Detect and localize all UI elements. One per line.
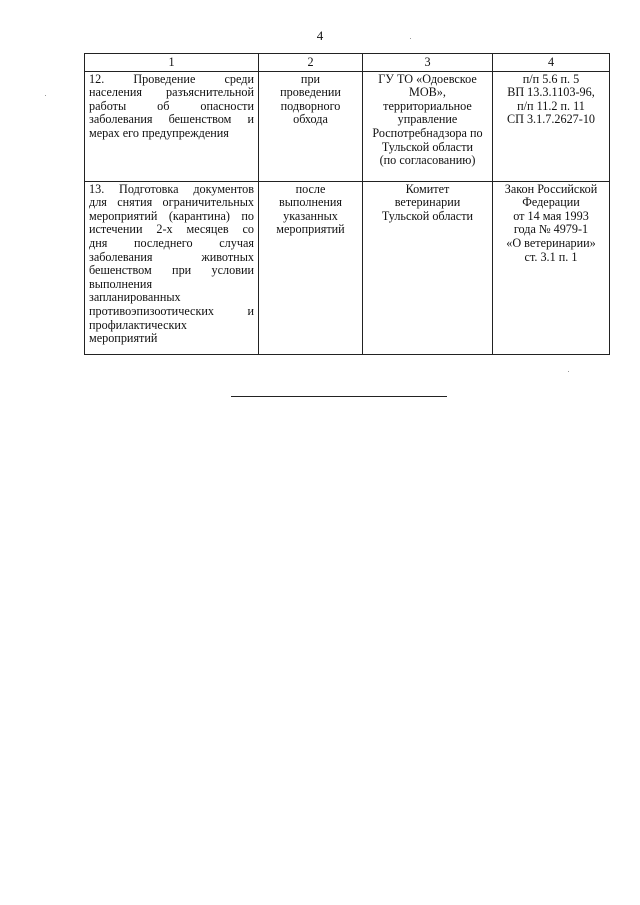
column-header-2: 2 [259,54,363,72]
cell-text-line: проведении [280,85,341,100]
scan-speck [568,371,569,372]
cell-text-line: мероприятий [89,331,158,346]
measure-timing [259,181,363,354]
measures-table [84,53,610,355]
cell-text-line: 13. Подготовка документов [89,181,254,196]
measure-description [85,181,259,354]
cell-text-line: профилактических [89,317,188,332]
measure-legal-basis [493,71,610,181]
measure-timing [259,71,363,181]
cell-text-line: территориальное [383,98,472,113]
cell-text-line: запланированных [89,290,181,305]
column-header-1: 1 [85,54,259,72]
cell-text-line: п/п 5.6 п. 5 [522,71,580,86]
cell-text-line: после [295,181,326,196]
cell-text-line: п/п 11.2 п. 11 [517,98,585,113]
cell-text-line: обхода [293,112,328,127]
page-number: 4 [316,28,324,43]
cell-text-line: Роспотребнадзора по [372,125,483,140]
cell-text-line: выполнения [278,195,343,210]
cell-text-line: Комитет [405,181,450,196]
cell-text-line: мерах его предупреждения [89,125,229,140]
cell-text-line: работы об опасности [89,98,254,113]
cell-text-line: Закон Российской [504,181,598,196]
cell-text-line: СП 3.1.7.2627-10 [506,112,596,127]
cell-text-line: бешенством при условии [89,263,254,278]
cell-text-line: года № 4979-1 [513,222,589,237]
cell-text-line: от 14 мая 1993 [513,208,589,223]
cell-text-line: Тульской области [381,139,474,154]
cell-text-line: населения разъяснительной [89,85,254,100]
scan-speck [45,95,46,96]
cell-text-line: указанных [283,208,338,223]
measure-responsible [363,71,493,181]
cell-text-line: мероприятий (карантина) по [89,208,254,223]
cell-text-line: МОВ», [409,85,446,100]
cell-text-line: 12. Проведение среди [89,71,254,86]
cell-text-line: для снятия ограничительных [89,195,254,210]
cell-text-line: противоэпизоотических и [89,303,254,318]
cell-text-line: мероприятий [276,222,345,237]
cell-text-line: управление [397,112,458,127]
cell-text-line: ВП 13.3.1103-96, [507,85,595,100]
cell-text-line: подворного [280,98,341,113]
cell-text-line: ст. 3.1 п. 1 [524,249,578,264]
column-header-3: 3 [363,54,493,72]
closing-rule-line [231,396,447,397]
cell-text-line: Федерации [522,195,580,210]
cell-text-line: заболевания бешенством и [89,112,254,127]
table-header-row [85,54,610,72]
cell-text-line: истечении 2-х месяцев со [89,222,254,237]
column-header-4: 4 [493,54,610,72]
measure-description [85,71,259,181]
cell-text-line: ГУ ТО «Одоевское [378,71,477,86]
cell-text-line: заболевания животных [89,249,254,264]
cell-text-line: Тульской области [381,208,474,223]
measure-responsible [363,181,493,354]
cell-text-line: выполнения [89,276,153,291]
table-row [85,181,610,354]
cell-text-line: при [300,71,321,86]
measure-legal-basis [493,181,610,354]
table-row [85,71,610,181]
cell-text-line: (по согласованию) [379,153,476,168]
cell-text-line: «О ветеринарии» [506,235,596,250]
cell-text-line: дня последнего случая [89,235,254,250]
scan-speck [410,38,411,39]
cell-text-line: ветеринарии [394,195,461,210]
